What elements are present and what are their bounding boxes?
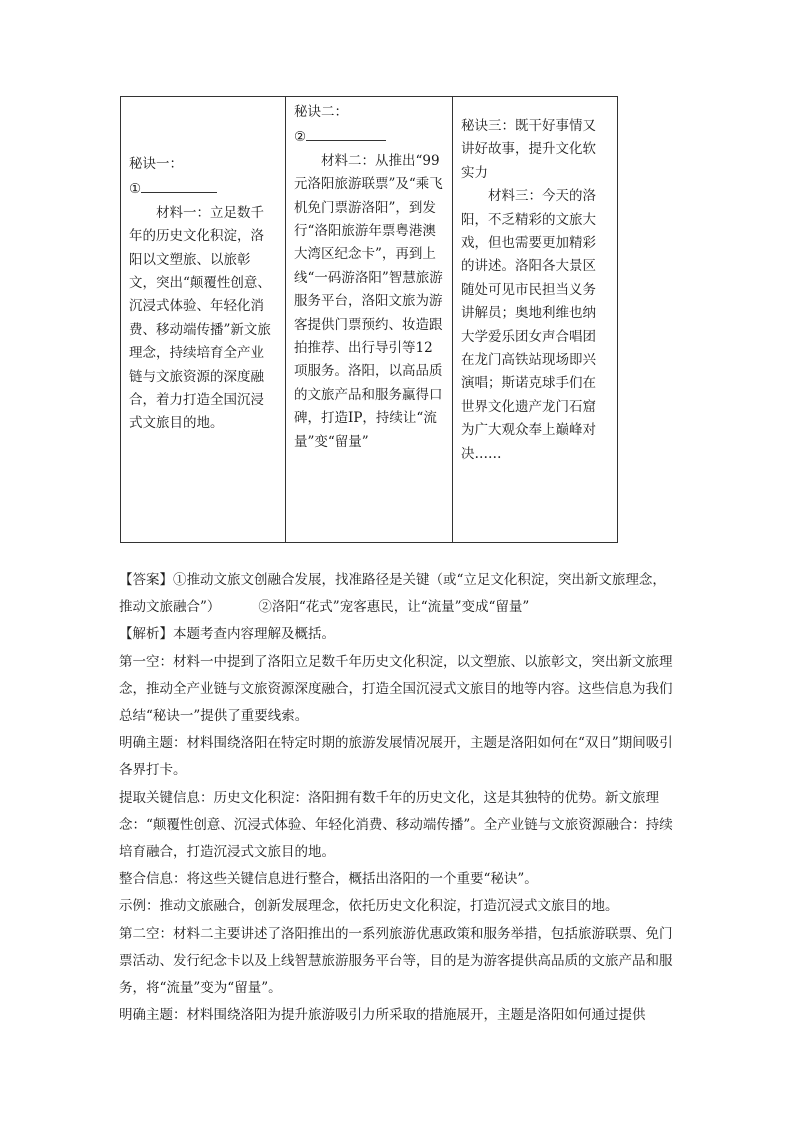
- column-heading: 秘诀一：: [129, 156, 183, 172]
- analysis-label: 【解析】: [119, 626, 173, 643]
- column-heading: 秘诀二：: [294, 104, 348, 120]
- analysis-heading: [119, 621, 679, 648]
- analysis-paragraph: 提取关键信息：历史文化积淀：洛阳拥有数千年的历史文化，这是其独特的优势。新文旅理念：“颠覆性创意、沉浸式体验、年轻化消费、移动端传播”。全产业链与文旅资源融合：持续培育融合，打造沉浸式文旅目的地。: [119, 789, 673, 861]
- answer-paragraph: [119, 567, 679, 621]
- fill-in-line: [141, 176, 217, 193]
- analysis-intro: 本题考查内容理解及概括。: [173, 626, 335, 643]
- material-text: 材料三：今天的洛阳，不乏精彩的文旅大戏，但也需要更加精彩的讲述。洛阳各大景区随处可见市民担当义务讲解员；奥地利维也纳大学爱乐团女声合唱团在龙门高铁站现场即兴演唱；斯诺克球手们在世界文化遗产龙门石窟为广大观众奉上巅峰对决……: [461, 188, 596, 462]
- blank-marker: ②: [294, 129, 307, 146]
- analysis-paragraph: 示例：推动文旅融合，创新发展理念，依托历史文化积淀，打造沉浸式文旅目的地。: [119, 898, 619, 915]
- material-text: 材料二：从推出“99元洛阳旅游联票”及“乘飞机免门票游洛阳”，到发行“洛阳旅游年票粤港澳大湾区纪念卡”，再到上线“一码游洛阳”智慧旅游服务平台，洛阳文旅为游客提供门票预约、妆造跟拍推荐、出行导引等12项服务。洛阳，以高品质的文旅产品和服务赢得口碑，打造IP，持续让“流量”变“留量”: [294, 152, 443, 450]
- table-column-2: [286, 97, 453, 542]
- answer-blank-2: [294, 124, 444, 149]
- answer-analysis-section: [119, 567, 679, 1029]
- analysis-paragraph: 明确主题：材料围绕洛阳在特定时期的旅游发展情况展开，主题是洛阳如何在“双日”期间吸引各界打卡。: [119, 735, 673, 779]
- analysis-paragraph: 整合信息：将这些关键信息进行整合，概括出洛阳的一个重要“秘诀”。: [119, 871, 538, 888]
- analysis-paragraph: 第一空：材料一中提到了洛阳立足数千年历史文化积淀，以文塑旅、以旅彰文，突出新文旅理念，推动全产业链与文旅资源深度融合，打造全国沉浸式文旅目的地等内容。这些信息为我们总结“秘诀一”提供了重要线索。: [119, 653, 673, 725]
- analysis-paragraph: 明确主题：材料围绕洛阳为提升旅游吸引力所采取的措施展开，主题是洛阳如何通过提供: [119, 1007, 646, 1024]
- answer-part-2: ②洛阳“花式”宠客惠民，让“流量”变成“留量”: [258, 599, 530, 616]
- analysis-paragraph: 第二空：材料二主要讲述了洛阳推出的一系列旅游优惠政策和服务举措，包括旅游联票、免门票活动、发行纪念卡以及上线智慧旅游服务平台等，目的是为游客提供高品质的文旅产品和服务，将“流量”变为“留量”。: [119, 925, 673, 997]
- answer-blank-1: [129, 176, 277, 201]
- blank-marker: ①: [129, 181, 142, 198]
- column-heading: 秘诀三：既干好事情又讲好故事，提升文化软实力: [461, 118, 596, 181]
- material-text: 材料一：立足数千年的历史文化积淀，洛阳以文塑旅、以旅彰文，突出“颠覆性创意、沉浸式体验、年轻化消费、移动端传播”新文旅理念，持续培育全产业链与文旅资源的深度融合，着力打造全国沉浸式文旅目的地。: [129, 204, 271, 432]
- table-column-1: [121, 97, 286, 542]
- answer-label: 【答案】: [119, 572, 173, 588]
- answer-part-1: ①推动文旅文创融合发展，找准路径是关键（或“立足文化积淀，突出新文旅理念，推动文旅融合”）: [119, 572, 666, 616]
- table-column-3: [453, 97, 617, 542]
- fill-in-line: [306, 124, 386, 141]
- materials-table: [120, 96, 618, 543]
